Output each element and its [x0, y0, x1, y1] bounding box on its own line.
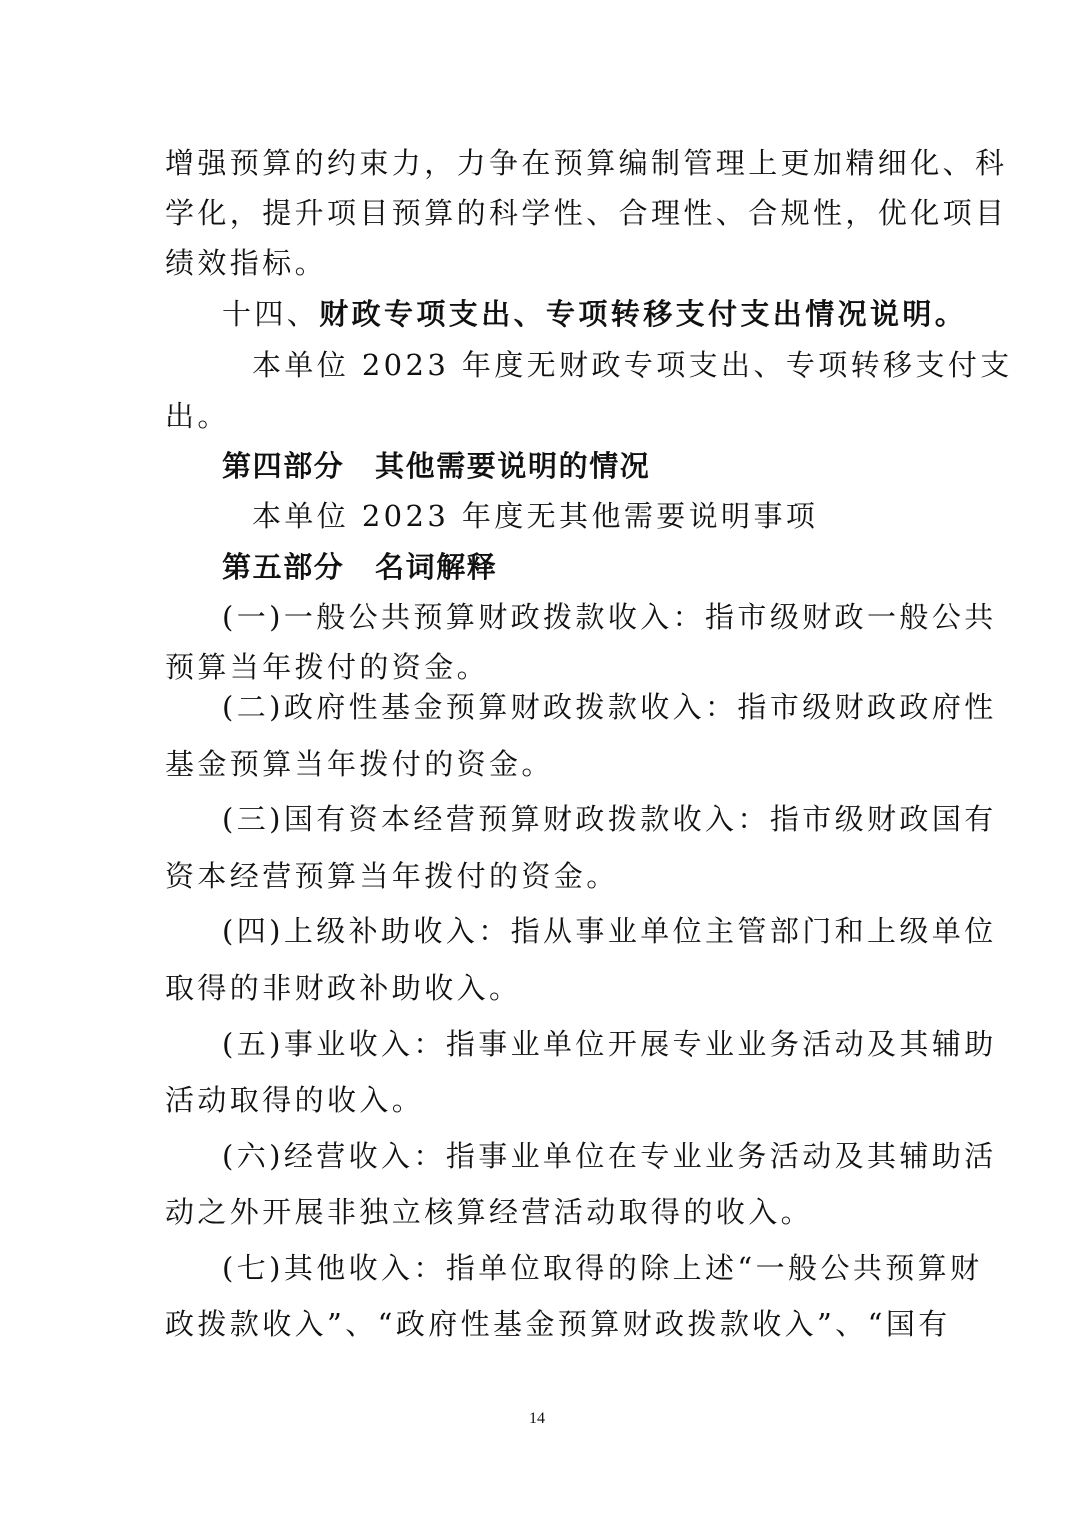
section-title: 财政专项支出、专项转移支付支出情况说明。 [319, 297, 968, 331]
definition-line: 取得的非财政补助收入。 [165, 971, 522, 1005]
body-text-line: 出。 [165, 399, 230, 433]
definition-line: (四)上级补助收入：指从事业单位主管部门和上级单位 [222, 914, 997, 948]
body-text-line: 绩效指标。 [165, 246, 328, 280]
body-text-line: 本单位 2023 年度无财政专项支出、专项转移支付支 [252, 348, 1013, 382]
body-text-line: 本单位 2023 年度无其他需要说明事项 [252, 499, 819, 533]
definition-line: (二)政府性基金预算财政拨款收入：指市级财政政府性 [222, 690, 997, 724]
body-text-line: 学化，提升项目预算的科学性、合理性、合规性，优化项目 [165, 196, 1008, 230]
section-heading [222, 294, 967, 334]
part-heading: 第五部分 名词解释 [222, 550, 498, 584]
definition-line: (五)事业收入：指事业单位开展专业业务活动及其辅助 [222, 1027, 997, 1061]
definition-line: 活动取得的收入。 [165, 1083, 425, 1117]
definition-line: (六)经营收入：指事业单位在专业业务活动及其辅助活 [222, 1139, 997, 1173]
part-heading: 第四部分 其他需要说明的情况 [222, 449, 651, 483]
definition-line: 动之外开展非独立核算经营活动取得的收入。 [165, 1195, 814, 1229]
definition-line: 资本经营预算当年拨付的资金。 [165, 859, 619, 893]
section-number: 十四、 [222, 297, 320, 331]
definition-line: (一)一般公共预算财政拨款收入：指市级财政一般公共 [222, 600, 997, 634]
definition-line: 基金预算当年拨付的资金。 [165, 747, 554, 781]
definition-line: 政拨款收入”、“政府性基金预算财政拨款收入”、“国有 [165, 1307, 951, 1341]
definition-line: (七)其他收入：指单位取得的除上述“一般公共预算财 [222, 1251, 983, 1285]
definition-line: 预算当年拨付的资金。 [165, 650, 490, 684]
definition-line: (三)国有资本经营预算财政拨款收入：指市级财政国有 [222, 802, 997, 836]
page-number: 14 [529, 1410, 545, 1427]
body-text-line: 增强预算的约束力，力争在预算编制管理上更加精细化、科 [165, 146, 1008, 180]
